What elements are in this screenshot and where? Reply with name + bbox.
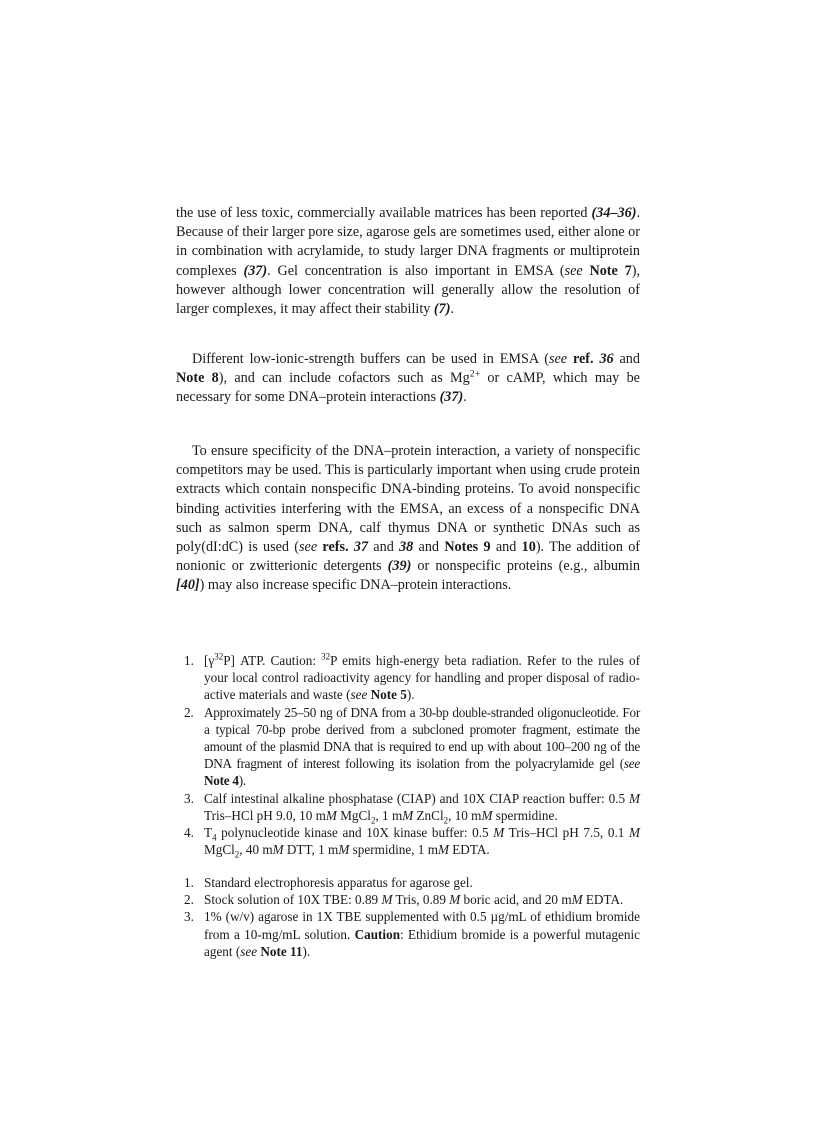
subscript: 2	[443, 815, 449, 826]
see-word: see	[350, 687, 368, 703]
text-run: ) may also increase specific DNA–protein interactions.	[199, 577, 512, 594]
paragraph-gel-matrices	[176, 204, 640, 319]
text-run: ), however although lower concentration will generally allow the resolution of larger complexes, it may affect their stability	[176, 262, 640, 318]
unit-molar: M	[481, 807, 493, 823]
text-run: [γ	[204, 653, 215, 668]
text-run: and	[613, 351, 640, 367]
paragraph-text	[176, 442, 640, 596]
unit-molar: M	[437, 842, 449, 858]
paragraph-text	[176, 350, 640, 408]
text-run: P emits high-energy beta radiation. Refer to the rules of your local control radioactivity agency for handling and proper disposal of radioactive materials and waste (	[204, 653, 640, 703]
see-word: see	[299, 539, 318, 556]
list-number: 4.	[184, 825, 194, 841]
list-item	[176, 824, 640, 858]
text-run: and	[490, 539, 522, 556]
note-reference: 10	[521, 539, 536, 556]
note-reference: Note 8	[176, 370, 219, 387]
list-number: 3.	[184, 790, 194, 806]
unit-molar: M	[629, 790, 640, 806]
text-run: Tris–HCl pH 7.5, 0.1	[504, 825, 629, 841]
see-word: see	[564, 262, 583, 279]
superscript: 32	[214, 651, 224, 662]
subscript: 2	[234, 849, 240, 860]
citation: (39)	[387, 558, 412, 575]
text-run: DTT, 1 m	[283, 842, 339, 858]
text-run: MgCl	[336, 807, 371, 823]
text-run: EDTA.	[448, 842, 490, 858]
text-run: : Ethidium bromide is a powerful mutagenic agent (	[204, 926, 640, 959]
text-run: ), and can include cofactors such as Mg	[218, 370, 470, 387]
text-run: . Gel concentration is also important in EMSA (	[267, 262, 565, 279]
list-number: 1.	[184, 875, 194, 890]
text-run: MgCl	[204, 842, 235, 858]
text-run: Stock solution of 10X TBE: 0.89	[204, 892, 382, 908]
text-run: P] ATP. Caution:	[223, 653, 322, 668]
paragraph-text	[176, 204, 640, 319]
text-run: .	[463, 389, 467, 406]
unit-molar: M	[571, 892, 583, 908]
text-run: T	[204, 825, 213, 841]
text-run: 1% (w/v) agarose in 1X TBE supplemented with 0.5 µg/mL of ethidium bromide from a 10-mg/mL solution.	[204, 909, 640, 942]
text-run: EDTA.	[582, 892, 624, 908]
citation: 36	[599, 351, 614, 367]
see-word: see	[548, 351, 568, 367]
text-run: spermidine, 1 m	[349, 842, 438, 858]
text-run: To ensure specificity of the DNA–protein interaction, a variety of nonspecific competitors may be used. This is particularly important when using crude protein extracts which contain nonspecific DNA-binding proteins. To avoid nonspecific binding activities interfering with the EMSA, an excess of a nonspecific DNA such as salmon sperm DNA, calf thymus DNA or synthetic DNAs such as poly(dI:dC) is used (	[176, 443, 640, 556]
paragraph-buffers	[176, 350, 640, 408]
citation: (34–36)	[591, 205, 637, 221]
note-reference: Note 5	[370, 687, 407, 703]
list-item	[176, 874, 640, 891]
unit-molar: M	[381, 892, 393, 908]
text-run: Calf intestinal alkaline phosphatase (CIAP) and 10X CIAP reaction buffer: 0.5	[204, 790, 629, 806]
list-number: 2.	[184, 892, 194, 908]
citation: (37)	[439, 389, 464, 406]
text-run: Tris, 0.89	[392, 892, 450, 908]
text-run: ).	[238, 773, 246, 789]
ref-label: ref.	[572, 351, 594, 367]
unit-molar: M	[272, 842, 284, 858]
note-reference: Note 7	[589, 262, 632, 279]
see-word: see	[240, 943, 258, 959]
list-item	[176, 790, 640, 824]
citation: (37)	[243, 262, 268, 279]
text-run: the use of less toxic, commercially available matrices has been reported	[176, 205, 592, 221]
superscript: 2+	[469, 368, 481, 380]
text-run: polynucleotide kinase and 10X kinase buffer: 0.5	[216, 825, 494, 841]
text-run: , 1 m	[375, 807, 403, 823]
unit-molar: M	[493, 825, 505, 841]
list-number: 3.	[184, 909, 194, 925]
ref-label: refs.	[322, 539, 349, 556]
text-run: Standard electrophoresis apparatus for agarose gel.	[204, 875, 473, 890]
superscript: 32	[321, 651, 331, 662]
list-item	[176, 891, 640, 908]
text-run: Approximately 25–50 ng of DNA from a 30-bp double-stranded oligonucleotide. For a typical 70-bp probe derived from a subcloned promoter fragment, estimate the amount of the plasmid DNA that is required to end up with about 100–200 ng of the DNA fragment of interest following its isolation from the polyacrylamide gel (	[204, 704, 640, 772]
text-run: spermidine.	[492, 807, 558, 823]
text-run: ).	[406, 687, 415, 703]
note-reference: Notes 9	[444, 539, 491, 556]
note-reference: Note 11	[260, 943, 303, 959]
list-item	[176, 908, 640, 960]
text-run: , 40 m	[239, 842, 273, 858]
materials-list-labeling	[176, 652, 640, 858]
text-run: Different low-ionic-strength buffers can be used in EMSA (	[192, 351, 549, 367]
text-run: ZnCl	[413, 807, 444, 823]
see-word: see	[623, 756, 640, 772]
text-run: or cAMP, which may be necessary for some DNA–protein interactions	[176, 370, 640, 406]
text-run: ).	[302, 943, 311, 959]
citation: [40]	[176, 577, 200, 594]
text-run: and	[413, 539, 445, 556]
materials-list-agarose	[176, 874, 640, 960]
text-run: ). The addition of nonionic or zwitterionic detergents	[176, 539, 641, 575]
subscript: 2	[370, 815, 376, 826]
unit-molar: M	[628, 825, 640, 841]
note-reference: Note 4	[204, 773, 239, 789]
citation: 37	[353, 539, 369, 556]
citation: 38	[399, 539, 414, 556]
text-run: or nonspecific proteins (e.g., albumin	[411, 558, 640, 575]
list-item	[176, 652, 640, 704]
paragraph-competitors	[176, 442, 640, 596]
text-run: boric acid, and 20 m	[460, 892, 572, 908]
caution-label: Caution	[354, 926, 401, 942]
list-item	[176, 704, 640, 790]
text-run: and	[368, 539, 400, 556]
subscript: 4	[212, 832, 217, 843]
list-number: 2.	[184, 704, 194, 720]
unit-molar: M	[402, 807, 414, 823]
unit-molar: M	[338, 842, 350, 858]
unit-molar: M	[449, 892, 461, 908]
text-run: Tris–HCl pH 9.0, 10 m	[204, 807, 326, 823]
text-run: , 10 m	[448, 807, 482, 823]
citation: (7)	[433, 301, 451, 318]
text-run: .	[450, 301, 455, 318]
list-number: 1.	[184, 653, 194, 668]
unit-molar: M	[325, 807, 337, 823]
text-run: . Because of their larger pore size, agarose gels are sometimes used, either alone or in combination with acrylamide, to study larger DNA fragments or multiprotein complexes	[176, 205, 640, 279]
